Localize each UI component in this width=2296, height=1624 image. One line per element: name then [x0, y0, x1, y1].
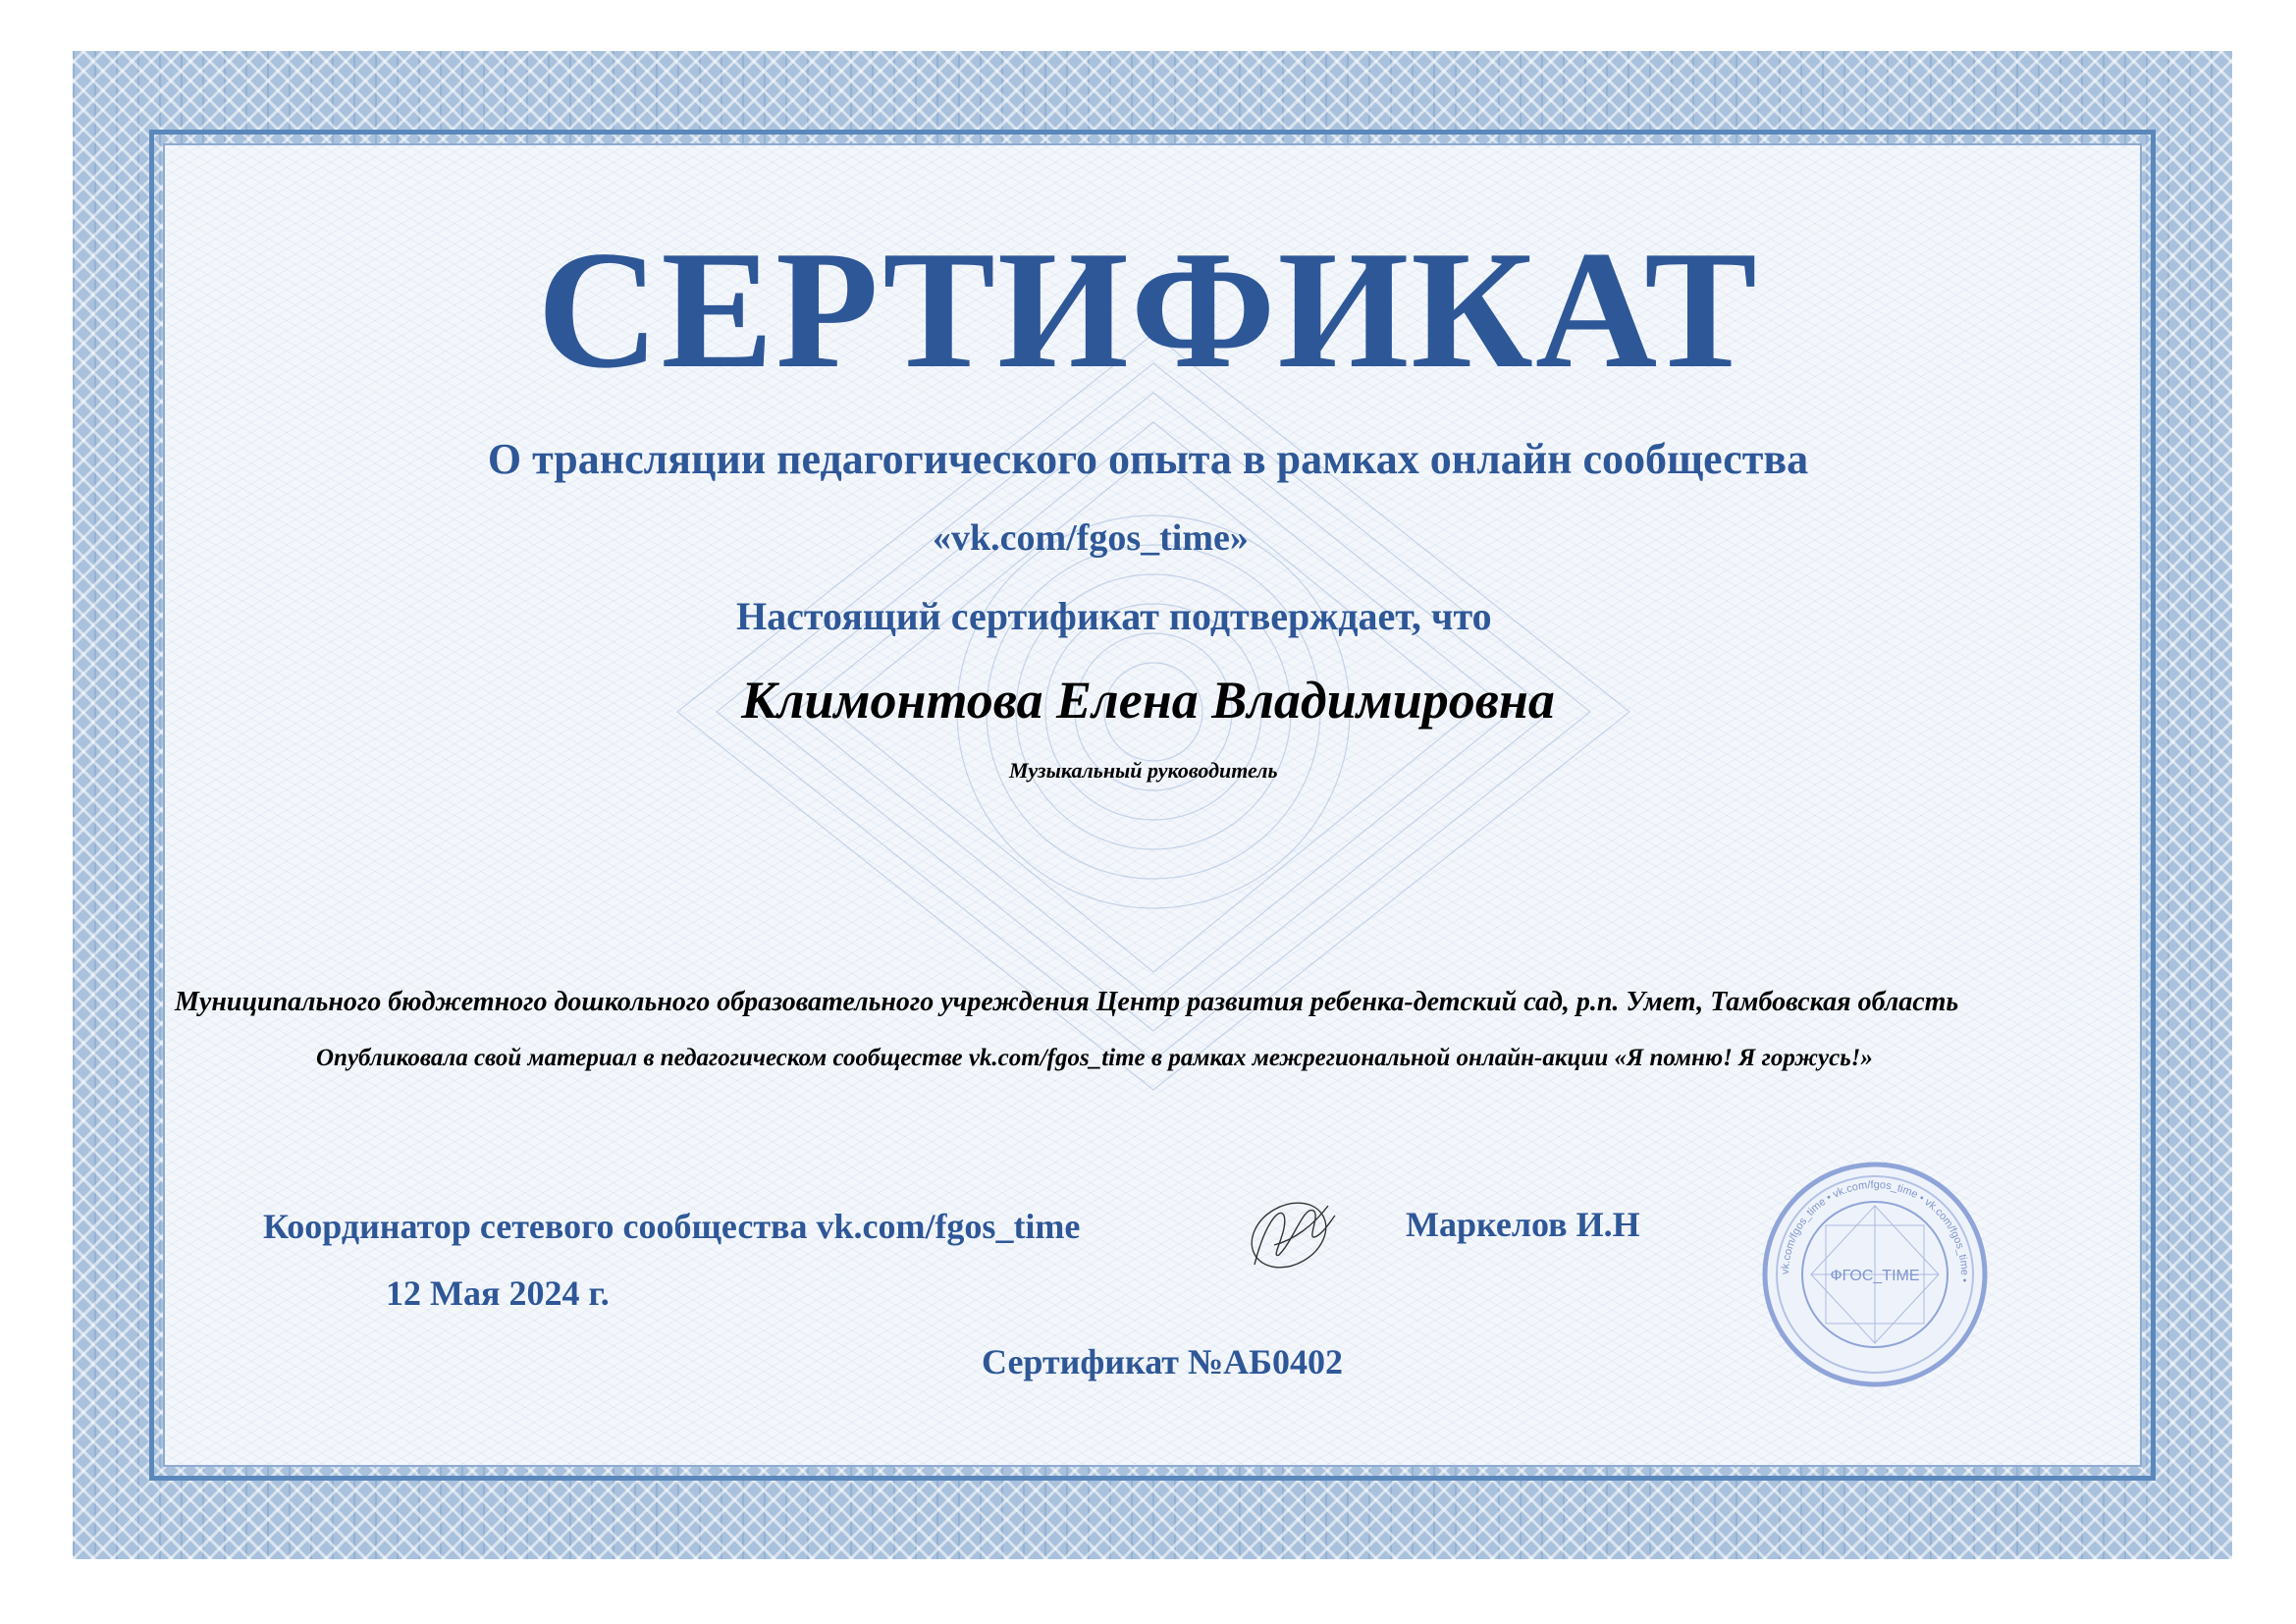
certificate-number: Сертификат №АБ0402: [982, 1342, 1343, 1381]
recipient-name: Климонтова Елена Владимировна: [741, 671, 1555, 730]
publication-text: Опубликовала свой материал в педагогическом сообществе vk.com/fgos_time в рамках межрегиональной онлайн-акции «Я помню! Я горжусь!»: [316, 1045, 1873, 1071]
community-link: «vk.com/fgos_time»: [933, 517, 1249, 559]
recipient-role: Музыкальный руководитель: [1009, 758, 1278, 783]
issue-date: 12 Мая 2024 г.: [386, 1273, 610, 1313]
signer-name: Маркелов И.Н: [1406, 1205, 1640, 1244]
confirm-text: Настоящий сертификат подтверждает, что: [736, 594, 1492, 638]
seal-stamp: [1757, 1157, 1993, 1392]
seal-center-text: ФГОС_TIME: [1830, 1268, 1920, 1284]
signature-image: [1235, 1186, 1343, 1284]
certificate-subtitle: О трансляции педагогического опыта в рамках онлайн сообщества: [487, 435, 1809, 483]
organization-name: Муниципального бюджетного дошкольного образовательного учреждения Центр развития ребенка-детский сад, р.п. Умет, Тамбовская область: [175, 987, 1959, 1017]
coordinator-label: Координатор сетевого сообщества vk.com/fgos_time: [263, 1207, 1081, 1246]
certificate-title: СЕРТИФИКАТ: [537, 217, 1759, 404]
seal-ring-text: vk.com/fgos_time • vk.com/fgos_time • vk.com/fgos_time •: [1779, 1178, 1971, 1283]
